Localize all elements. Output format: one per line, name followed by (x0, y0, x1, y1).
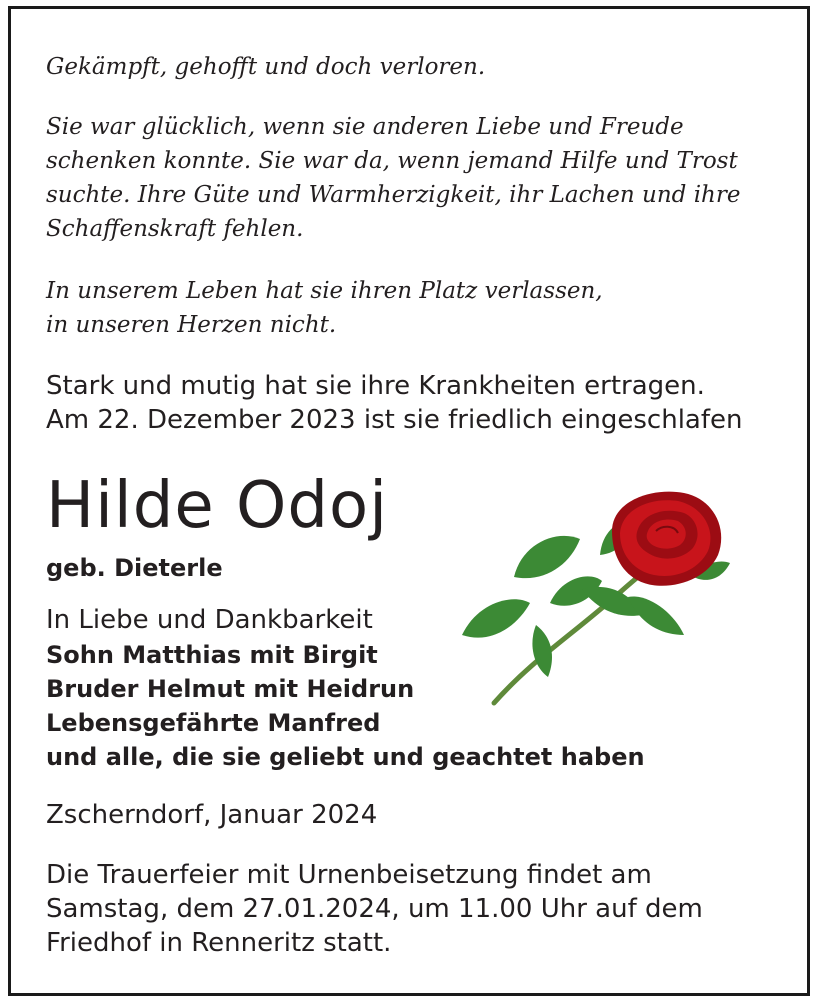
place-date: Zscherndorf, Januar 2024 (46, 800, 378, 830)
red-rose-icon (452, 485, 742, 710)
funeral-line-3: Friedhof in Renneritz statt. (46, 928, 392, 958)
verse-line-5: Schaffenskraft fehlen. (46, 216, 304, 242)
verse-line-3: schenken konnte. Sie war da, wenn jemand Hilfe und Trost (46, 148, 738, 174)
mourner-1: Sohn Matthias mit Birgit (46, 641, 378, 669)
intro-line-1: Stark und mutig hat sie ihre Krankheiten ertragen. (46, 371, 705, 401)
verse-line-4: suchte. Ihre Güte und Warmherzigkeit, ihr Lachen und ihre (46, 182, 741, 208)
mourner-3: Lebensgefährte Manfred (46, 709, 381, 737)
funeral-line-2: Samstag, dem 27.01.2024, um 11.00 Uhr auf dem (46, 894, 703, 924)
mourner-2: Bruder Helmut mit Heidrun (46, 675, 415, 703)
verse-line-2: Sie war glücklich, wenn sie anderen Liebe und Freude (46, 114, 684, 140)
mourners-intro: In Liebe und Dankbarkeit (46, 605, 373, 635)
deceased-name: Hilde Odoj (46, 469, 388, 543)
funeral-line-1: Die Trauerfeier mit Urnenbeisetzung findet am (46, 860, 652, 890)
verse-line-7: in unseren Herzen nicht. (46, 312, 337, 338)
mourner-4: und alle, die sie geliebt und geachtet haben (46, 743, 645, 771)
birth-name: geb. Dieterle (46, 554, 223, 582)
verse-line-1: Gekämpft, gehofft und doch verloren. (46, 54, 486, 80)
verse-line-6: In unserem Leben hat sie ihren Platz verlassen, (46, 278, 603, 304)
intro-line-2: Am 22. Dezember 2023 ist sie friedlich eingeschlafen (46, 405, 743, 435)
